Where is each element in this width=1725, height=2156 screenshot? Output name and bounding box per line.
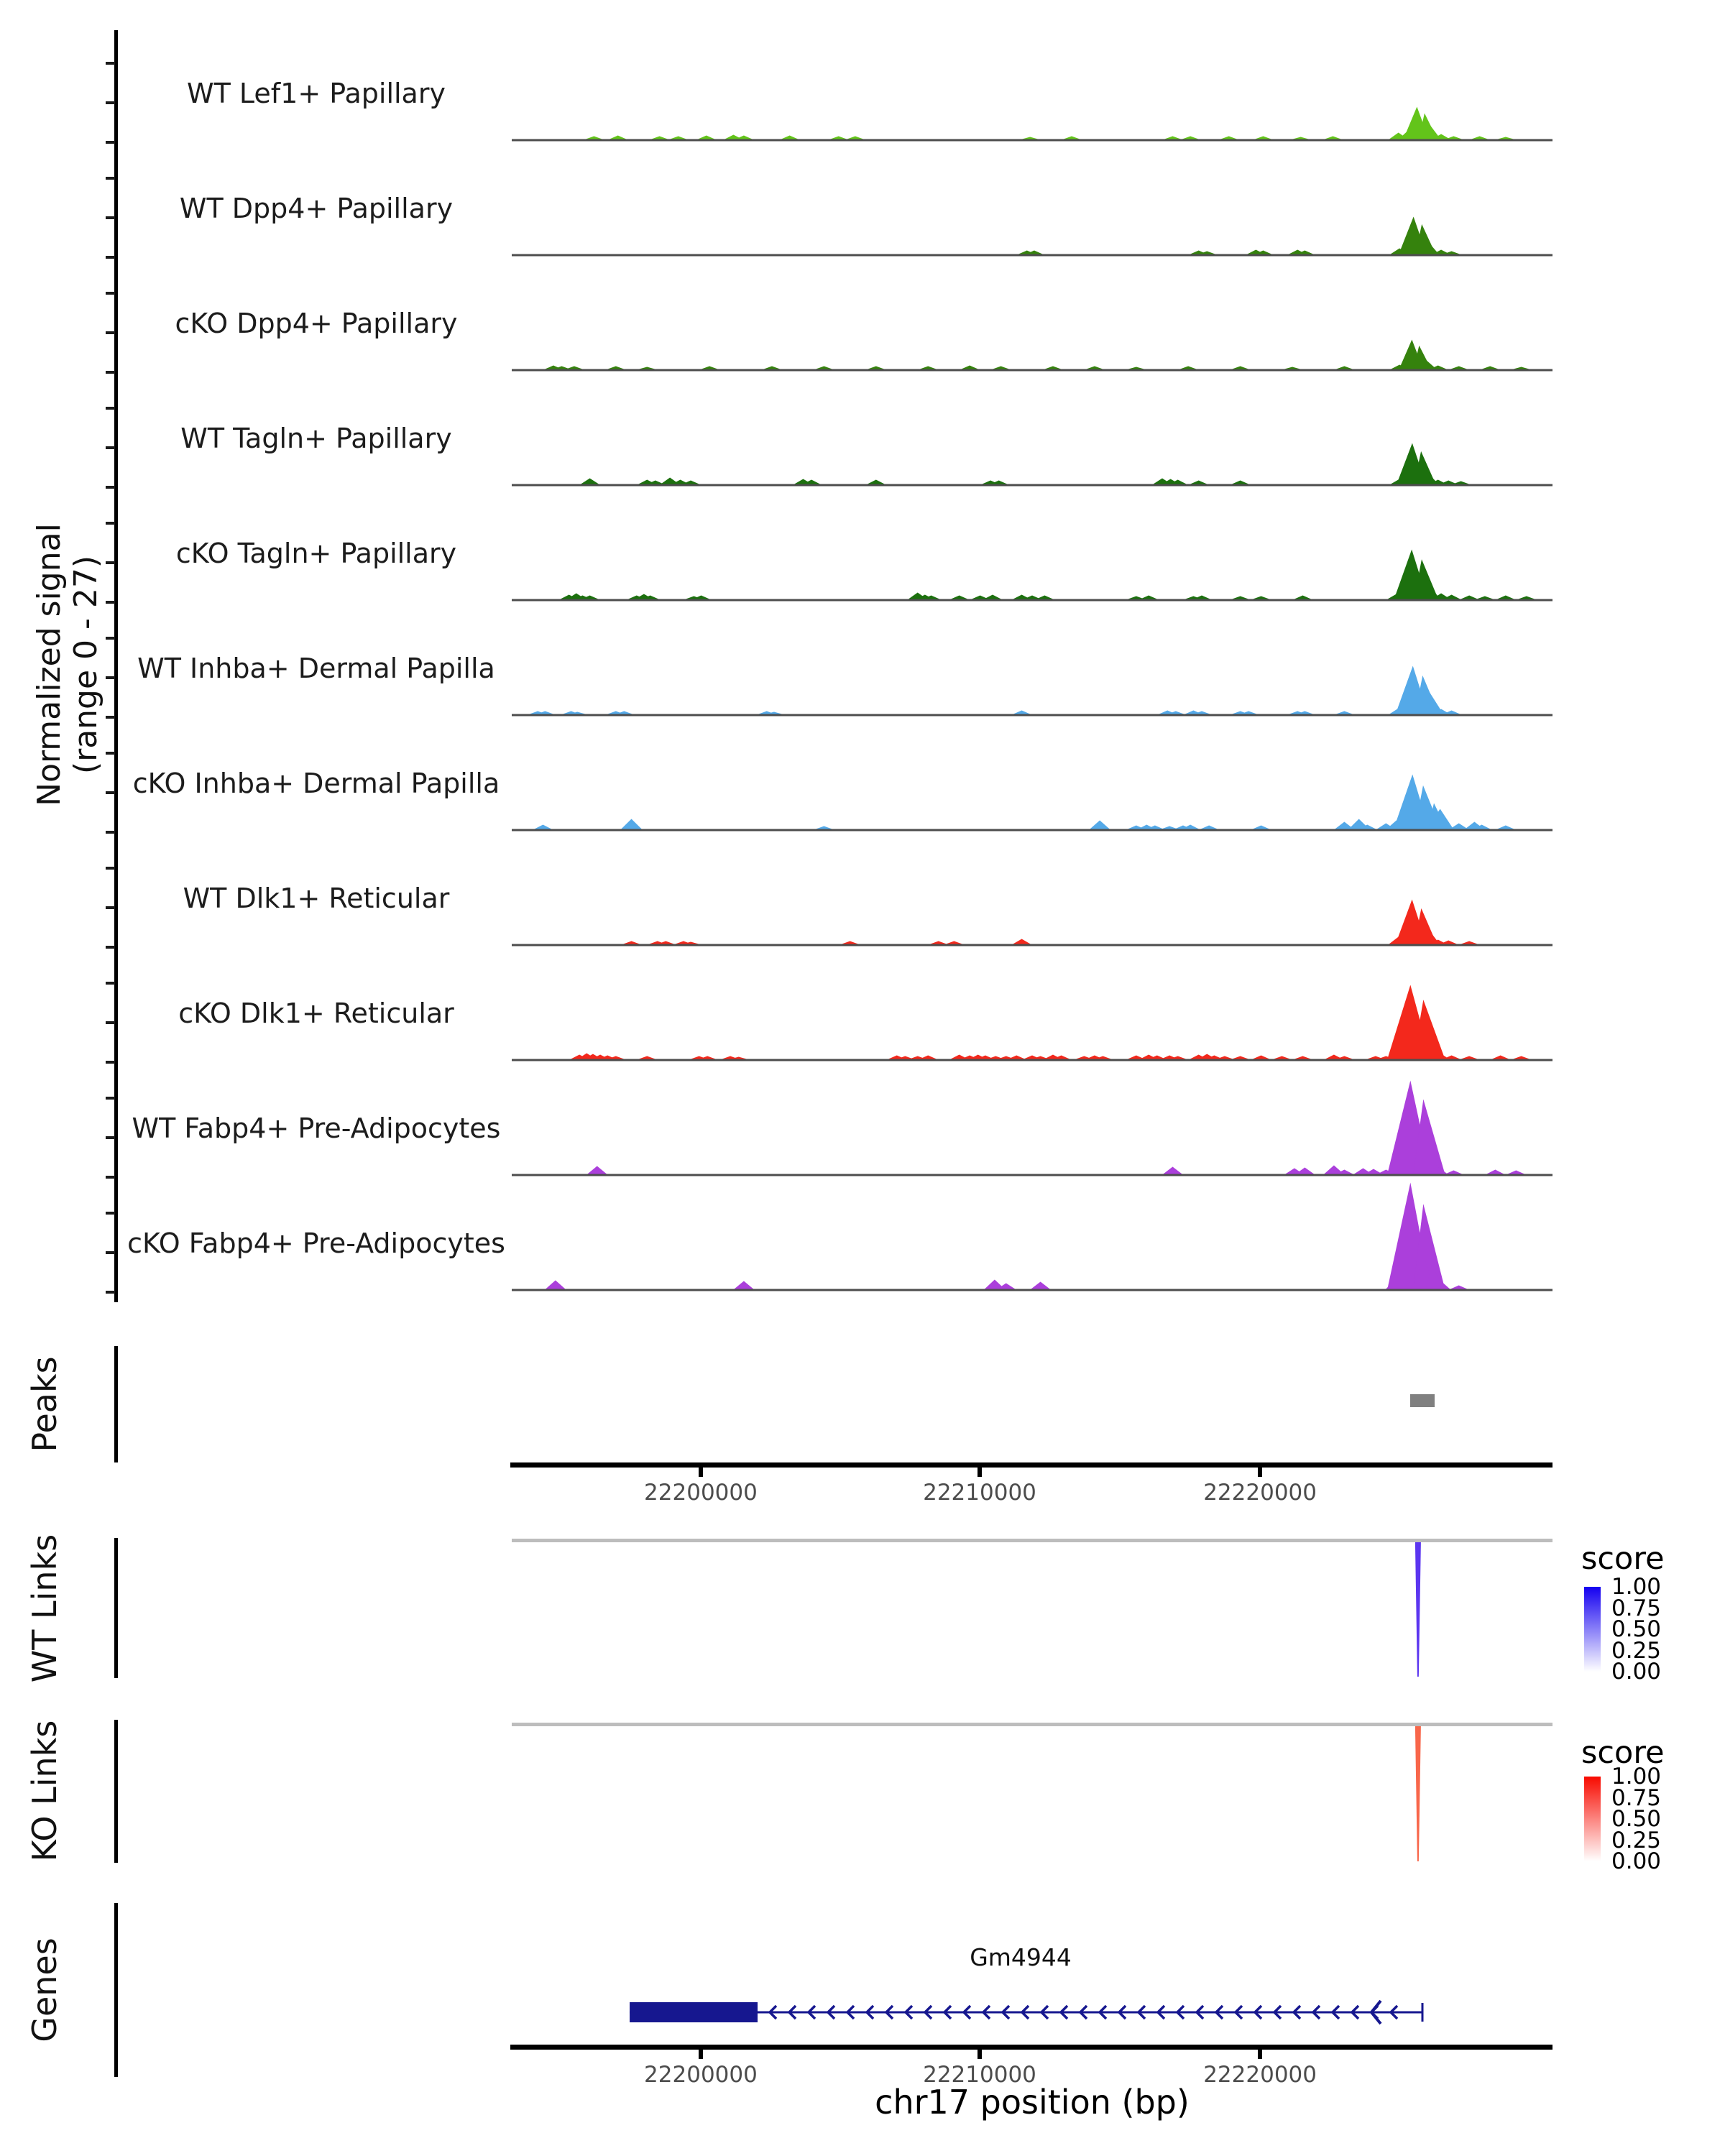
signal-peak <box>984 595 1001 599</box>
track-baseline <box>512 139 1552 142</box>
signal-peak <box>816 367 832 369</box>
track-label: WT Lef1+ Papillary <box>187 78 446 109</box>
track-baseline <box>512 1059 1552 1061</box>
gene-tss-bar <box>1422 2003 1424 2022</box>
signal-peak <box>1296 1168 1314 1174</box>
signal-peak <box>1164 137 1180 139</box>
signal-peak <box>1232 596 1248 599</box>
y-axis-tick <box>106 141 115 144</box>
track-baseline <box>512 944 1552 946</box>
coverage-track-signal <box>512 602 1552 717</box>
score-legend-label: 0.75 <box>1611 1595 1662 1621</box>
gene-exon-box <box>630 2002 758 2022</box>
signal-peak <box>1284 367 1300 369</box>
signal-peak <box>1294 596 1311 599</box>
score-legend-title: score <box>1581 1541 1665 1577</box>
y-axis-tick <box>106 522 115 525</box>
signal-peak <box>1453 482 1468 484</box>
y-axis-tick <box>106 1291 115 1294</box>
links-axis-bar <box>114 1538 118 1678</box>
coverage-track-signal <box>512 717 1552 832</box>
signal-peak <box>1498 137 1514 139</box>
signal-peak <box>1461 941 1477 944</box>
signal-peak <box>1182 137 1198 139</box>
track-baseline <box>512 1289 1552 1291</box>
y-axis-tick <box>106 292 115 295</box>
track-label: WT Dpp4+ Papillary <box>179 193 454 224</box>
signal-peak <box>1232 1056 1248 1059</box>
track-label: cKO Tagln+ Papillary <box>175 538 457 569</box>
signal-peak <box>1477 596 1493 599</box>
genes-axis-bar <box>114 1903 118 2077</box>
track-label: cKO Fabp4+ Pre-Adipocytes <box>127 1227 505 1259</box>
y-axis-tick <box>106 256 115 259</box>
signal-peak <box>1450 1286 1467 1289</box>
y-axis-tick <box>106 177 115 180</box>
signal-peak <box>1450 367 1466 369</box>
signal-peak <box>702 367 717 369</box>
links-section-label: KO Links <box>25 1720 64 1862</box>
genome-axis-tick-label: 22210000 <box>923 2062 1036 2088</box>
signal-peak <box>1519 596 1535 599</box>
signal-peak <box>621 819 641 829</box>
track-label: WT Fabp4+ Pre-Adipocytes <box>132 1112 501 1144</box>
signal-peak <box>1045 367 1061 369</box>
track-baseline <box>512 369 1552 372</box>
peaks-section-label: Peaks <box>25 1356 64 1452</box>
signal-peak <box>735 1281 754 1289</box>
signal-peak <box>1022 137 1038 139</box>
y-axis-tick <box>106 867 115 870</box>
signal-peak <box>639 367 655 369</box>
signal-peak <box>586 137 602 139</box>
y-axis-label-line2: (range 0 - 27) <box>68 555 104 775</box>
genome-axis-line <box>510 1462 1552 1468</box>
gene-model <box>512 1991 1552 2034</box>
gene-name: Gm4944 <box>970 1943 1072 1971</box>
signal-peak <box>930 941 946 944</box>
signal-peak <box>1232 481 1248 484</box>
score-legend-label: 1.00 <box>1611 1764 1662 1789</box>
score-legend-label: 0.25 <box>1611 1637 1662 1664</box>
signal-peak <box>1253 596 1269 599</box>
signal-peak <box>1013 711 1030 714</box>
signal-peak <box>610 136 626 139</box>
genome-axis-tick-label: 22200000 <box>644 1480 758 1506</box>
signal-peak <box>868 367 884 369</box>
signal-peak <box>1294 1056 1310 1059</box>
genome-axis-tick-label: 22220000 <box>1203 1480 1317 1506</box>
signal-peak <box>1232 367 1248 369</box>
y-axis-tick <box>106 1061 115 1064</box>
peak-region-rect <box>1410 1394 1435 1407</box>
y-axis-tick <box>106 62 115 65</box>
track-label: WT Dlk1+ Reticular <box>183 883 450 914</box>
genes-section-label: Genes <box>25 1938 64 2042</box>
score-legend-label: 0.50 <box>1611 1616 1662 1642</box>
signal-peak <box>1180 367 1196 369</box>
signal-peak <box>1036 596 1053 599</box>
coverage-track-signal <box>512 1177 1552 1292</box>
signal-peak <box>1293 137 1309 139</box>
signal-peak <box>847 137 863 139</box>
signal-peak <box>1255 137 1271 139</box>
signal-peak <box>1253 826 1269 829</box>
coverage-track-signal <box>512 27 1552 142</box>
signal-peak <box>535 825 552 829</box>
signal-peak <box>1445 1171 1462 1174</box>
signal-peak <box>1514 367 1530 369</box>
track-baseline <box>512 599 1552 602</box>
signal-peak <box>1461 596 1478 599</box>
y-axis-tick <box>106 486 115 489</box>
track-label: WT Tagln+ Papillary <box>180 423 452 454</box>
signal-peak <box>651 137 667 139</box>
signal-peak <box>566 367 582 369</box>
signal-peak <box>951 596 967 599</box>
links-track-line <box>512 1539 1552 1542</box>
y-axis-label-line1: Normalized signal <box>31 523 68 806</box>
y-axis-tick <box>106 601 115 604</box>
signal-peak <box>1336 367 1352 369</box>
signal-peak <box>587 1166 607 1174</box>
genome-axis-tick <box>1258 1468 1262 1477</box>
signal-peak <box>1450 824 1468 829</box>
track-baseline <box>512 829 1552 831</box>
signal-peak <box>962 366 978 369</box>
genome-axis-tick <box>978 2050 982 2059</box>
coverage-track-signal <box>512 372 1552 487</box>
score-legend-label: 1.00 <box>1611 1574 1662 1600</box>
signal-peak <box>993 367 1008 369</box>
links-section-label: WT Links <box>25 1534 64 1683</box>
signal-peak <box>830 137 846 139</box>
signal-peak <box>1064 137 1080 139</box>
links-axis-bar <box>114 1720 118 1863</box>
signal-peak <box>1461 1056 1477 1059</box>
signal-peak <box>1497 596 1514 599</box>
genome-axis-tick <box>699 2050 703 2059</box>
y-axis-tick <box>106 637 115 640</box>
score-legend-label: 0.75 <box>1611 1784 1662 1811</box>
signal-peak <box>1336 711 1352 714</box>
signal-peak <box>816 826 832 829</box>
signal-peak <box>1274 1056 1289 1059</box>
signal-peak <box>842 941 857 944</box>
signal-peak <box>1031 1282 1050 1289</box>
signal-peak <box>698 136 714 139</box>
x-axis-title: chr17 position (bp) <box>875 2083 1190 2122</box>
signal-peak <box>946 941 962 944</box>
signal-peak <box>1487 1170 1504 1174</box>
signal-peak <box>1013 939 1030 944</box>
y-axis-tick <box>106 946 115 949</box>
signal-peak <box>1220 137 1236 139</box>
y-axis-tick <box>106 1176 115 1179</box>
signal-peak <box>1492 1056 1509 1059</box>
score-legend-label: 0.00 <box>1611 1848 1662 1874</box>
signal-peak <box>1201 826 1218 829</box>
y-axis-tick <box>106 716 115 719</box>
signal-peak <box>1163 1167 1182 1174</box>
y-axis-tick <box>106 831 115 834</box>
signal-peak <box>581 479 599 484</box>
signal-peak <box>1162 826 1177 829</box>
genome-axis-tick <box>1258 2050 1262 2059</box>
coverage-track-signal <box>512 142 1552 257</box>
signal-peak <box>639 1056 655 1059</box>
signal-peak <box>1471 137 1487 139</box>
signal-peak <box>1087 367 1103 369</box>
coverage-track-signal <box>512 257 1552 372</box>
y-axis-tick <box>106 1097 115 1100</box>
signal-peak <box>608 367 624 369</box>
signal-peak <box>1497 826 1514 829</box>
signal-peak <box>1513 1056 1529 1059</box>
signal-peak <box>764 367 780 369</box>
track-baseline <box>512 1174 1552 1176</box>
score-legend-label: 0.25 <box>1611 1827 1662 1853</box>
score-legend-gradient <box>1584 1777 1601 1861</box>
y-axis-tick <box>106 982 115 985</box>
links-track-line <box>512 1723 1552 1726</box>
genome-axis-tick-label: 22220000 <box>1203 2062 1317 2088</box>
genome-axis-line <box>510 2045 1552 2050</box>
signal-peak <box>546 1281 565 1289</box>
signal-peak <box>868 480 885 484</box>
signal-peak <box>1090 821 1110 829</box>
signal-peak <box>920 1056 937 1059</box>
track-label: cKO Inhba+ Dermal Papilla <box>132 768 500 799</box>
y-axis-tick <box>106 371 115 374</box>
track-label: cKO Dlk1+ Reticular <box>178 998 454 1029</box>
track-baseline <box>512 484 1552 487</box>
signal-peak <box>920 367 936 369</box>
coverage-track-signal <box>512 1062 1552 1177</box>
genome-axis-tick <box>978 1468 982 1477</box>
y-axis-label <box>31 305 106 1024</box>
signal-peak <box>1008 1056 1025 1059</box>
signal-peak <box>623 941 639 944</box>
link-spike <box>1415 1726 1421 1861</box>
score-legend-label: 0.50 <box>1611 1806 1662 1832</box>
genome-axis-tick <box>699 1468 703 1477</box>
signal-peak <box>1445 137 1461 139</box>
y-axis-tick <box>106 1212 115 1215</box>
track-label: cKO Dpp4+ Papillary <box>175 308 458 339</box>
genome-axis-tick-label: 22200000 <box>644 2062 758 2088</box>
score-legend-label: 0.00 <box>1611 1659 1662 1685</box>
coverage-track-signal <box>512 947 1552 1062</box>
signal-peak <box>1253 1056 1269 1059</box>
track-baseline <box>512 714 1552 717</box>
signal-peak <box>1508 1171 1524 1174</box>
signal-peak <box>1325 137 1340 139</box>
peaks-axis-bar <box>114 1346 118 1462</box>
y-axis-tick <box>106 752 115 755</box>
coverage-track-signal <box>512 832 1552 947</box>
y-axis-tick <box>106 407 115 410</box>
signal-peak <box>670 137 686 139</box>
link-spike <box>1415 1542 1421 1677</box>
signal-peak <box>1190 481 1207 484</box>
score-legend-title: score <box>1581 1735 1665 1771</box>
signal-peak <box>1141 596 1157 599</box>
genome-axis-tick-label: 22210000 <box>923 1480 1036 1506</box>
signal-peak <box>1128 367 1144 369</box>
signal-peak <box>781 136 798 139</box>
track-baseline <box>512 254 1552 257</box>
signal-peak <box>1482 367 1498 369</box>
coverage-track-signal <box>512 487 1552 602</box>
score-legend-gradient <box>1584 1587 1601 1672</box>
track-label: WT Inhba+ Dermal Papilla <box>137 653 495 684</box>
